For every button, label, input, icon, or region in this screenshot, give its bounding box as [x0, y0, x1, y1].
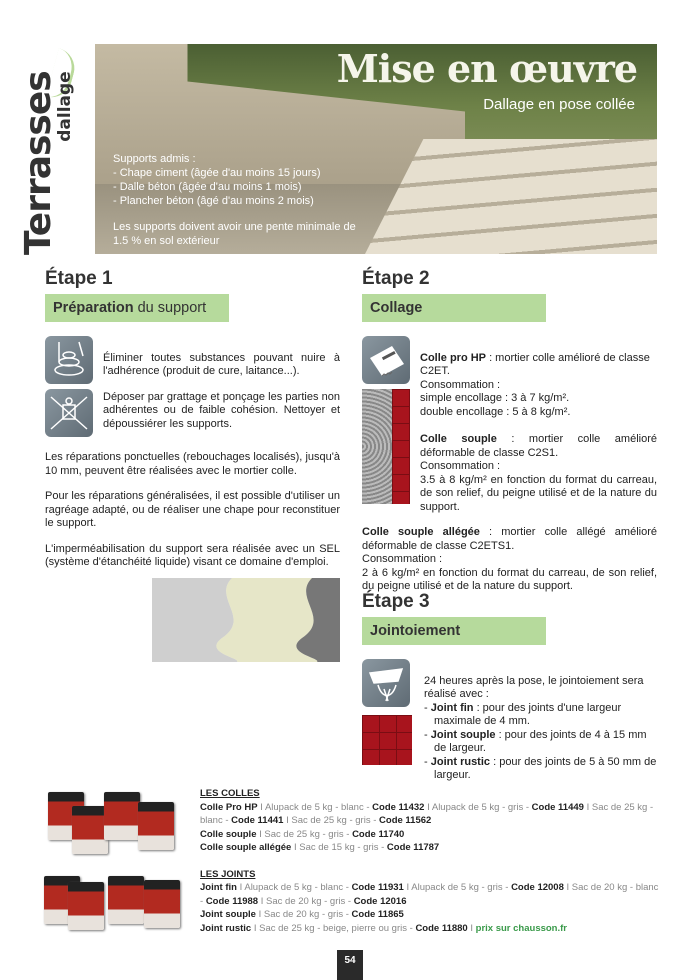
- section-title-sub: dallage: [55, 71, 75, 142]
- supports-item: - Plancher béton (âgé d'au moins 2 mois): [113, 195, 314, 207]
- product-code: Code 11562: [379, 815, 432, 826]
- separator: I: [403, 882, 412, 893]
- product-code: Code 11988: [205, 895, 259, 907]
- cleaning-icon: [45, 336, 93, 384]
- product-code: Code 11880: [415, 922, 468, 934]
- slope-note: Les supports doivent avoir une pente minimale de: [113, 221, 356, 233]
- section-title: [18, 71, 75, 255]
- product-line: [200, 922, 660, 936]
- separator: I: [563, 882, 572, 893]
- section-title-main: Terrasses: [18, 71, 59, 255]
- hero-image: [95, 44, 657, 254]
- product-variant: Sac de 15 kg - gris -: [299, 842, 387, 853]
- step-1: [45, 268, 340, 582]
- step-2-title: Étape 2: [362, 268, 430, 289]
- product-name: Joint souple: [200, 909, 256, 920]
- step-1-text: Éliminer toutes substances pouvant nuire à l'adhérence (produit de cure, laitance...).: [103, 351, 340, 377]
- product-desc: : mortier colle amélioré de classe C2ET.: [420, 351, 650, 377]
- slope-note: 1.5 % en sol extérieur: [113, 235, 220, 247]
- product-variant: Sac de 20 kg - gris -: [266, 895, 354, 907]
- product-code: Code 11449: [531, 801, 584, 813]
- layers-illustration: [152, 578, 340, 662]
- jointoiement-text: 24 heures après la pose, le jointoiement sera réalisé avec : - Joint fin : pour des joints d'une largeur maximale de 4 mm. - Joint souple : pour des joints de 4 à 15 mm de largeur. - Joint rustic : pour des joints de 5 à 50 mm de largeur.: [424, 674, 657, 781]
- product-line: [200, 801, 660, 828]
- product-line: [200, 908, 660, 922]
- product-code: Code 12016: [353, 895, 407, 907]
- separator: I: [583, 801, 592, 813]
- colles-items: [200, 801, 660, 855]
- product-name: Colle pro HP: [420, 351, 487, 364]
- tile-grid-icon: [362, 715, 412, 765]
- product-bag: [138, 802, 174, 850]
- product-variant: Sac de 20 kg - gris -: [263, 909, 352, 920]
- product-name: Joint fin: [200, 882, 237, 893]
- product-code: Code 11931: [351, 882, 404, 893]
- product-desc: : mortier colle amélioré déformable de classe C2S1.: [420, 433, 657, 459]
- product-bag: [104, 792, 140, 840]
- page-title: Mise en œuvre: [336, 46, 637, 91]
- product-variant: Alupack de 5 kg - gris -: [411, 882, 512, 893]
- consumption-value: simple encollage : 3 à 7 kg/m².: [420, 392, 570, 404]
- step-3-title: Étape 3: [362, 591, 430, 612]
- step-3-intro: 24 heures après la pose, le jointoiement sera réalisé avec :: [424, 674, 644, 700]
- colles-title: LES COLLES: [200, 788, 260, 799]
- step-1-text: Déposer par grattage et ponçage les parties non adhérentes ou de faible cohésion. Nettoyer et dépoussiérer les supports.: [103, 390, 340, 430]
- step-1-text: Pour les réparations généralisées, il est possible d'utiliser un ragréage adapté, ou de réaliser une chape pour reconstituer le support.: [45, 490, 340, 529]
- colle-souple: [420, 433, 657, 514]
- separator: I: [467, 922, 476, 934]
- separator: I: [255, 909, 264, 920]
- step-3: [362, 591, 657, 783]
- joint-name: Joint souple: [430, 728, 496, 741]
- sanding-icon: [45, 389, 93, 437]
- consumption-value: 3.5 à 8 kg/m² en fonction du format du carreau, de son relief, du peigne utilisé et de la nature du support.: [420, 473, 657, 513]
- joint-name: Joint fin: [430, 701, 474, 714]
- joints-items: [200, 881, 660, 935]
- product-variant: Sac de 25 kg - gris -: [264, 828, 353, 840]
- separator: I: [291, 842, 300, 853]
- colle-pro-hp: [420, 352, 657, 420]
- product-variant: Alupack de 5 kg - blanc -: [244, 882, 352, 893]
- joint-name: Joint rustic: [430, 755, 491, 768]
- bar-bold: Préparation: [53, 299, 134, 316]
- product-variant: Alupack de 5 kg - gris -: [431, 801, 532, 813]
- step-1-text: L'imperméabilisation du support sera réalisée avec un SEL (système d'étanchéité liquide) visant ce domaine d'emploi.: [45, 542, 340, 568]
- product-code: Code 12008: [511, 882, 564, 893]
- step-2: [362, 268, 657, 606]
- consumption-value: double encollage : 5 à 8 kg/m².: [420, 405, 571, 418]
- separator: I: [283, 815, 292, 826]
- colle-souple-allegee: [362, 526, 657, 594]
- colles-list: [200, 787, 660, 935]
- separator: I: [236, 882, 245, 893]
- product-line: [200, 881, 660, 908]
- product-name: Colle souple allégée: [362, 526, 480, 538]
- supports-title: Supports admis :: [113, 153, 196, 165]
- product-variant: Sac de 25 kg - beige, pierre ou gris -: [259, 922, 416, 934]
- product-line: [200, 828, 660, 842]
- product-code: Code 11740: [352, 828, 405, 840]
- consumption-label: Consommation :: [362, 553, 443, 565]
- product-bag: [72, 806, 108, 854]
- product-line: [200, 841, 660, 855]
- separator: I: [257, 801, 265, 813]
- supports-item: - Dalle béton (âgée d'au moins 1 mois): [113, 181, 302, 193]
- separator: I: [256, 828, 265, 840]
- consumption-label: Consommation :: [420, 460, 501, 472]
- separator: I: [251, 922, 260, 934]
- joint-desc: : pour des joints d'une largeur maximale de 4 mm.: [434, 701, 622, 727]
- supports-item: - Chape ciment (âgée d'au moins 15 jours): [113, 167, 321, 179]
- tile-icon: [392, 389, 410, 504]
- product-variant: Alupack de 5 kg - blanc -: [264, 801, 373, 813]
- separator: I: [424, 801, 432, 813]
- grout-float-icon: [362, 659, 410, 707]
- joints-title: LES JOINTS: [200, 868, 256, 880]
- product-desc: : mortier colle allégé amélioré déformable de classe C2ETS1.: [362, 526, 657, 552]
- step-2-bar: Collage: [362, 294, 546, 322]
- product-name: Colle souple: [200, 828, 257, 840]
- product-variant: Sac de 20 kg - blanc -: [200, 882, 659, 907]
- product-code: Code 11441: [231, 815, 284, 826]
- consumption-value: 2 à 6 kg/m² en fonction du format du carreau, de son relief, du peigne utilisé et de la nature du support.: [362, 566, 657, 592]
- step-1-bar: [45, 294, 229, 322]
- trowel-icon: [362, 336, 410, 384]
- product-bag: [108, 876, 144, 924]
- price-link[interactable]: prix sur chausson.fr: [475, 922, 567, 934]
- bar-rest: du support: [133, 299, 207, 316]
- product-name: Joint rustic: [200, 922, 252, 934]
- product-variant: Sac de 25 kg - blanc -: [200, 801, 654, 826]
- adhesive-ridges-icon: [362, 389, 392, 504]
- product-bag: [68, 882, 104, 930]
- product-bag: [144, 880, 180, 928]
- joint-desc: : pour des joints de 4 à 15 mm de largeur.: [434, 728, 647, 754]
- step-1-text: Les réparations ponctuelles (rebouchages localisés), jusqu'à 10 mm, peuvent être réalisées avec le mortier colle.: [45, 451, 340, 477]
- product-name: Colle souple: [420, 433, 497, 445]
- supports-info: [113, 152, 356, 248]
- step-3-bar: Jointoiement: [362, 617, 546, 645]
- step-1-title: Étape 1: [45, 268, 113, 289]
- product-code: Code 11432: [372, 801, 425, 813]
- product-name: Colle Pro HP: [200, 801, 258, 813]
- page-number: 54: [337, 950, 363, 980]
- product-variant: Sac de 25 kg - gris -: [291, 815, 380, 826]
- product-code: Code 11865: [351, 909, 404, 920]
- consumption-label: Consommation :: [420, 378, 501, 391]
- product-code: Code 11787: [386, 842, 440, 853]
- joint-desc: : pour des joints de 5 à 50 mm de largeur.: [434, 755, 657, 781]
- page-subtitle: Dallage en pose collée: [483, 96, 635, 113]
- separator: I: [258, 895, 267, 907]
- product-name: Colle souple allégée: [200, 842, 292, 853]
